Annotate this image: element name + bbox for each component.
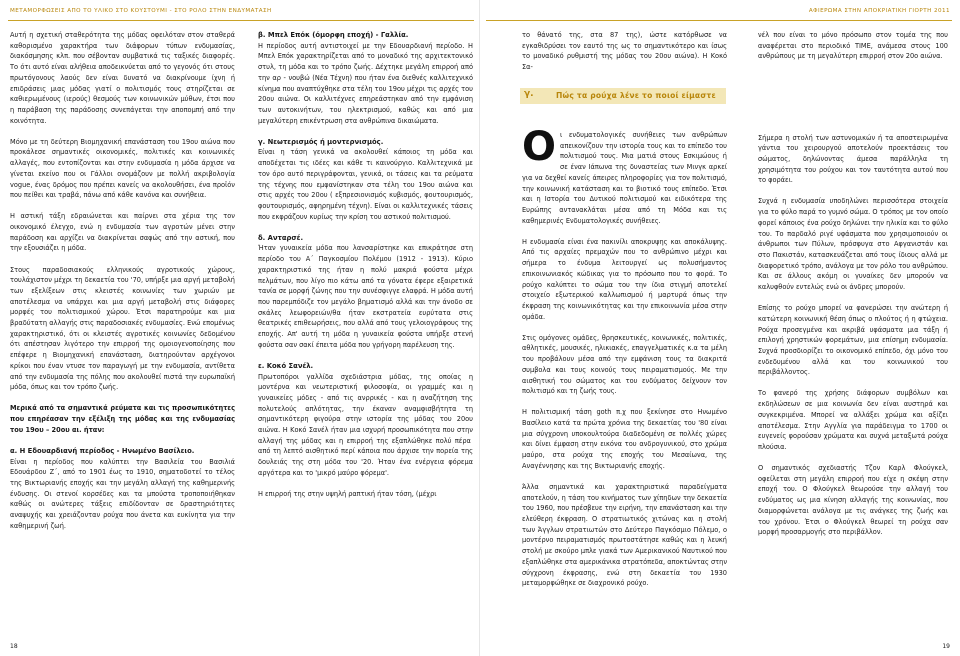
page-number-left: 18 <box>10 643 18 650</box>
subheading-b: β. Μπελ Επόκ (όμορφη εποχή) - Γαλλία. <box>258 31 409 39</box>
right-page <box>480 0 960 656</box>
column-4 <box>758 30 948 548</box>
header-rule-right <box>486 20 952 21</box>
paragraph: το θάνατό της, στα 87 της), ώστε κατόρθωσε να εγκαθιδρύσει τον εαυτό της ως το σημαντικότερο και ίσως το μοναδικό ρυθμιστή της μόδας του 20ου αιώνα). Η Κοκό Σα- <box>522 31 727 72</box>
paragraph: Η αστική τάξη εδραιώνεται και παίρνει στα χέρια της τον οικονομικό έλεγχο, ενώ η ενδυμασία των αγροτών μένει στην παράδοση και αρχίζει να διακρίνεται σαφώς από την αστική, που την εξουσιάζει η μόδα. <box>10 212 235 253</box>
paragraph: Μόνο με τη δεύτερη Βιομηχανική επανάσταση του 19ου αιώνα που προκάλεσε σημαντικές οικονομικές, πολιτικές και κοινωνικές αλλαγές, που εντοπίζονται και στην ενδυμασία η μόδα άρχισε να γίνεται εκείνο που οι Γάλλοι ονομάζουν με πολλή ακριβολογία vogue, ένας δρόμος που πρέπει κανείς να ακολουθήσει, ένα προϊόν που πείθει και τραβά, πάνω από κάθε κανόνα και συνήθεια. <box>10 137 235 200</box>
paragraph: Άλλα σημαντικά και χαρακτηριστικά παραδείγματα αποτελούν, η τάση του κινήματος των χίπηδων την δεκαετία του 1960, που πρέσβευε την ειρήνη, την επανάσταση και την ελεύθερη έκφραση. Ο στρατιωτικός χιτώνας και η στολή των Άγγλων στρατιωτών στο Δεύτερο Παγκόσμιο Πόλεμο, ο μοντέρνο πειραματισμός πρωτοστάτησε καθώς και η λευκή στολή με σκούρο μπλε γιακά των Αμερικανικού Ναυτικού που εξαπλώθηκε στα αμερικάνικα στρατόπεδα, αποκτώντας στην σύγχρονη έκφρασης, ενώ στη δεκαετία του 1930 μεταμορφώθηκε σε διαχρονικό ρούχο. <box>522 482 727 588</box>
paragraph: Στις ομόγονες ομάδες, θρησκευτικές, κοινωνικές, πολιτικές, αθλητικές, μουσικές, ηλικιακές, επαγγελματικές κ.α τα μέλη του προβάλουν μέσα από την εμφάνιση τους τα διακριτά συμβολα και τους κοινούς τους πειραματισμούς. Με την αισθητική του σώματος και του ενδύματος δείχνουν τον πολιτισμό και τη ζωής τους. <box>522 333 727 396</box>
paragraph: Αυτή η σχετική σταθερότητα της μόδας οφειλόταν στον σταθερά καθορισμένο χαρακτήρα των διάφορων τύπων ενδυμασίας, διακόσμησης κλπ. που σέβονταν συμβατικά τις ταξικές διαφορές. Το ότι αυτό είναι αλήθεια αποδεικνύεται από το γεγονός ότι στους πρωτόγονους λαούς δεν είναι δυνατό να διακρίνουμε ίχνη ή επιδράσεις μιας μόδας γιατί ο πολιτισμός τους στηρίζεται σε καθιερωμένους (ιερούς) θεσμούς των κοινωνικών μύθων, έτσι που η παράβαση της παράδοσης συνεπάγεται την αποπομπή από την κοινότητα. <box>10 31 235 125</box>
paragraph: Το φανερό της χρήσης διάφορων συμβόλων και εκδηλώσεων σε μια κοινωνία δεν είναι αυστηρά και συγκεκριμένα. Μπορεί να αλλάξει χρώμα και αξίζει αποτέλεσμα. Στην Αγγλία για παράδειγμα το 1700 οι ευγενείς φορούσαν χρώματα και συχνά μεταξωτά ρούχα πλούσια. <box>758 389 948 451</box>
paragraph: Σήμερα η στολή των αστυνομικών ή τα αποστειρωμένα γάντια του χειρουργού αποτελούν προεκτάσεις του σώματος, δηλώνοντας άμεσα παράλληλα τη χρησιμότητα του ρούχου και τον ταυτότητα αυτού που το φοράει. <box>758 133 948 185</box>
section-title: Πώς τα ρούχα λένε το ποιοί είμαστε <box>556 91 716 100</box>
header-rule-left <box>8 20 474 21</box>
paragraph: Η ενδυμασία είναι ένα πακινίλι αποκρυψης και αποκάλυψης. Από τις αρχαίες πρεμαχών που το ανθρώπινο μέχρι και σήμερα το ένδυμα λειτουργεί ως πολυσήμαντος επικοινωνιακός κώδικας για το πρόσωπο που το φορά. Το ρούχο καλύπτει το σώμα του την ίδια στιγμή αποτελεί στοιχείο εξωτερικού καλλωπισμού ή μαρτυρά όπως την έκφραση της κοινωνικότητας και την επικοινωνία μέσα στην ομάδα. <box>522 237 727 321</box>
subheading-e: ε. Κοκό Σανέλ. <box>258 361 314 370</box>
paragraph: Ήταν γυναικεία μόδα που λανσαρίστηκε και επικράτησε στη περίοδο του Α΄ Παγκοσμίου Πολέμου (1912 - 1913). Κύριο χαρακτηριστικό της ήταν η πολύ μακριά φούστα μέχρι πελμάτων, που λίγο πιο κάτω από τα γόνατα έφερε εξαιρετικά τανία σε μορφή ζώνης που την συνέσφιγγε ελαφρά. Η μόδα αυτή που παρεμπόδιζε τον μεγάλο βηματισμό αλλά και την άνοδο σε σκάλες λεωφορειών/θα ήταν εκστρατεία ευρύτατα στις θεατρικές επιθεωρήσεις, που αλλά από τους γελοιογράφους της εποχής. Απ' αυτή τη μόδα η γυναικεία φούστα υπήρξε στενή φούστα σαν σακί έπειτα μόδα που γρήγορη παρέλευση της. <box>258 244 473 349</box>
paragraph-with-dropcap: Οι ενδυματολογικές συνήθειες των ανθρώπων απεικονίζουν την ιστορία τους και το επίπεδο του πολιτισμού τους. Μια ματιά στους Εσκιμώους ή σε έναν Ιάπωνα της δυναστείας των Μινγκ αρκεί για να δεχθεί κανείς άπειρες πληροφορίες για τον πολιτισμό, την κοινωνική κατάσταση και το βιοτικό τους επίπεδο. Έτσι και η Ιστορία του Δυτικού πολιτισμού και ειδικότερα της Ευρώπης αντανακλάται μέσα από τη Μόδα και τις καθημερινές Ενδυματολογικές συνήθειες. <box>522 124 727 225</box>
paragraph: Είναι η τάση γενικά να ακολουθεί κάποιος τη μόδα και αποδέχεται τις ιδέες και κάθε τι καινούργιο. Καλλιτεχνικά με τον όρο αυτό περιγράφονται, γενικά, οι τάσεις και τα ρεύματα της τέχνης που εμφανίστηκαν στα τέλη του 19ου αιώνα και στις αρχές του 20ου ( εξπρεσιονισμός κυβισμός, φουτουρισμός, φουτουρισμός, αφηρημένη τέχνη). Είναι οι καλλιτεχνικές τάσεις που εκφράζουν κυρίως την κρίση του αστικού πολιτισμού. <box>258 148 473 221</box>
paragraph: Είναι η περίοδος που καλύπτει την Βασιλεία του Βασιλιά Εδουάρδου Ζ΄, από το 1901 έως το 1910, σηματοδοτεί το τέλος της Βικτωριανής εποχής και την μεγάλη αλλαγή της καθημερινής ένδυσης. Οι στενοί κορσέδες και τα μπούστα τροποποιήθηκαν καθώς οι ανώτερες τάξεις επιδίδονταν σε δραστηριότητες αναψυχής και χρειάζονταν ρούχα που άνετα και ευκίνητα για την καθημερινή ζωή. <box>10 457 235 530</box>
paragraph: Η επιρροή της στην υψηλή ραπτική ήταν τόση, (μέχρι <box>258 489 437 498</box>
paragraph: νέλ που είναι το μόνο πρόσωπο στον τομέα της που αναφέρεται στο περιοδικό TIME, ανάμεσα στους 100 ανθρώπους με τη μεγαλύτερη επιρροή στον 20ο αιώνα. <box>758 31 948 61</box>
page-number-right: 19 <box>942 643 950 650</box>
section-heading: Μερικά από τα σημαντικά ρεύματα και τις προσωπικότητες που επηρέασαν την εξέλιξη της μόδας και της ενδυμασίας του 19ου – 20ου αι. ήταν: <box>10 404 235 434</box>
column-3 <box>522 124 727 599</box>
paragraph: Πρωτοπόροι γαλλίδα σχεδιάστρια μόδας, της οποίας η μοντέρνα και νεωτεριστική φιλοσοφία, οι γραμμές και η γυναικείες μόδες - από τις ανρρικές - και η αναζήτηση της πολυτελούς απλότητας, την έκαναν αναμφισβήτητα τη σημαντικότερη φιγούρα στην ιστορία της μόδας του 20ου αιώνα. Η Κοκό Σανέλ ήταν μια ισχυρή προσωπικότητα που στην αλλαγή της μόδας και η επιρροή της εξαπλώθηκε πολύ πέρα ​​από τη λεπτό αισθητικό περί κάποια που άρχισε την πορεία της δουλειάς της στη μόδα του '20. Ήταν ένα ενέργεια φόρεμα αργότερα και το 'μικρό μαύρο φόρεμα'. <box>258 372 473 477</box>
subheading-d: δ. Ανταρσέ. <box>258 233 304 242</box>
subheading-a: α. Η Εδουαρδιανή περίοδος - Ηνωμένο Βασίλειο. <box>10 446 195 455</box>
column-1 <box>10 30 235 542</box>
running-header-left: ΜΕΤΑΜΟΡΦΩΣΕΙΣ ΑΠΟ ΤΟ ΥΛΙΚΟ ΣΤΟ ΚΟΥΣΤΟΥΜΙ - ΣΤΟ ΡΟΛΟ ΣΤΗΝ ΕΝΔΥΜΑΤΑΣΗ <box>10 8 272 14</box>
paragraph: Επίσης το ρούχο μπορεί να φανερώσει την ανώτερη ή κατώτερη κοινωνική θέση όπως ο πλούτος ή η φτώχεια. Ρούχα προσεγμένα και ακριβά υφάσματα μια τάξη ή επιλογή χρηστικών φορεμάτων, μια επίσημη ενδυμασία. Συχνά προσδιορίζει το οικονομικό επίπεδο, όχι μόνο του ενδεδυμένου αλλά και του κοινωνικού του περιβάλλοντος. <box>758 304 948 377</box>
section-banner <box>520 88 726 104</box>
column-2 <box>258 30 473 510</box>
paragraph: Ο σημαντικός σχεδιαστής Τζον Καρλ Φλούγκελ, οφείλεται στη μεγάλη επιρροή που είχε η σκέψη στην εποχή του. Ο Φλούγκελ θεωρούσε την αλλαγή του ενδύματος ως μια κίνηση αλλαγής της κοινωνίας, που διαμορφώνεται ανάλογα με τις ανάγκες της ζωής και του χρόνου. Έτσι ο Φλούγκελ θεωρεί τη ρούχα σαν μορφή προσαρμογής στο περιβάλλον. <box>758 464 948 537</box>
running-header-right: ΑΦΙΕΡΩΜΑ ΣΤΗΝ ΑΠΟΚΡΙΑΤΙΚΗ ΓΙΟΡΤΗ 2011 <box>808 8 950 14</box>
spacer <box>758 73 948 133</box>
section-number: γ. <box>524 89 534 99</box>
paragraph: Η περίοδος αυτή αντιστοιχεί με την Εδουαρδιανή περίοδο. Η Μπελ Επόκ χαρακτηρίζεται από το μοναδικό της αρχιτεκτονικό στυλ, τη μόδα και το τρόπο ζωής. Δέχτηκε μεγάλη επιρροή από την αρ - νουβώ (Νέα Τέχνη) που ήταν ένα διεθνές καλλιτεχνικό κίνημα που αναπτύχθηκε στα τέλη του 19ου μέχρι τις αρχές του 20ου αιώνα. Οι καλλιτέχνες επηρεάστηκαν από την εμφάνιση των αυτοκινήτων, του ηλεκτρισμού, καθώς και από μια μεγαλύτερη επικέντρωση στα ανθρώπινα δικαιώματα. <box>258 41 473 125</box>
column-3-top <box>522 30 727 82</box>
drop-cap: Ο <box>522 124 557 170</box>
subheading-c: γ. Νεωτερισμός ή μοντερνισμός. <box>258 137 384 146</box>
paragraph: Η πολιτισμική τάση goth π.χ που ξεκίνησε στο Ηνωμένο Βασίλειο κατά τα πρώτα χρόνια της δεκαετίας του '80 είναι μια σύγχρονη υποκουλτούρα διαδεδομένη σε πολλές χώρες και δίνει έμφαση στην εικόνα του ανδρογυνικού, στο χρώμα μαύρο, στα ρούχα της εποχής του Μεσαίωνα, της Αναγέννησης και της Βικτωριανής εποχής. <box>522 408 727 470</box>
paragraph: Συχνά η ενδυμασία υποδηλώνει περισσότερα στοιχεία για το φύλο παρά το γυμνό σώμα. Ο τρόπος με τον οποίο φορεί κάποιος ένα ρούχο δηλώνει την ηλικία και το φύλο του. Το παρδαλό ριγέ υφάσματα που χρησιμοποιούν οι άνθρωποι των Πύλων, πρόσφυγα στο Αφγανιστάν και στο Πακιστάν, κατασκευάζεται από τους ίδιους αλλά με διαφορετικό τρόπο, ανάλογα με τον ρόλο του ανθρώπου. Και σε άλλους ακόμη οι γυναίκες δεν μπορούν να καλυφθούν εντελώς ενώ οι άνδρες μπορούν. <box>758 197 948 292</box>
paragraph: Στους παραδοσιακούς ελληνικούς αγροτικούς χώρους, τουλάχιστον μέχρι τη δεκαετία του '70, υπήρξε μια αργή μεταβολή των εξελίξεων στις κλειστές κοινωνίες των χωριών με αποτέλεσμα να υπάρχει και μια αργή μεταβολή στις διάφορες μορφές του πολιτισμικού χώρου. Έτσι παρατηρούμε και μια βραδύτατη αλλαγής στις παραδοσιακές ενδυμασίες. Ενώ επομένως χαρακτηριστικό, ότι οι κλειστές αγροτικές κοινωνίες δεδομένου ότι απέστησαν λιγότερο την επιρροή της ομοιογενοποίησης που επέφερε η Βιομηχανική επανάσταση, διατηρούνταν αρχέγονοι κρίκοι που έναν ντυσε τον παραγωγή με την ενδυμασία, αντίθετα από την ενδυμασία της πόλης που ακολουθεί πιστά την ευρωπαϊκή μόδα, όπως και τον τρόπο ζωής. <box>10 265 235 392</box>
